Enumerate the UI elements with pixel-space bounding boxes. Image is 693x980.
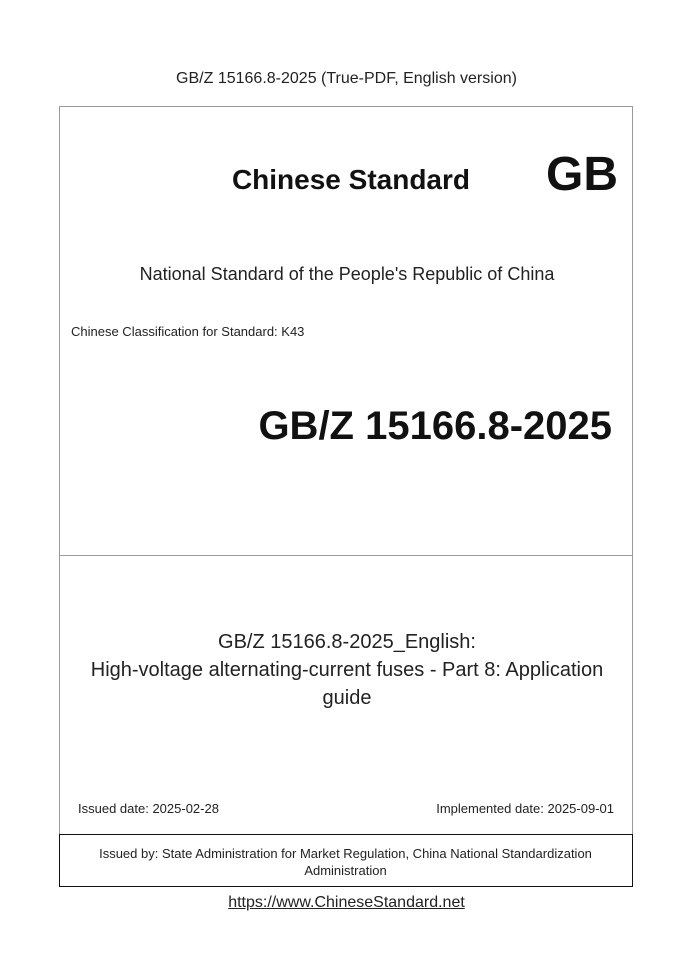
issuer-text bbox=[70, 845, 621, 879]
english-title-line-3: guide bbox=[322, 687, 372, 709]
page-header: GB/Z 15166.8-2025 (True-PDF, English version) bbox=[176, 70, 517, 87]
cover-middle-section bbox=[59, 555, 633, 835]
gb-mark: GB bbox=[546, 148, 618, 201]
issuer-line-1: Issued by: State Administration for Market Regulation, China National Standardization bbox=[99, 846, 592, 861]
website-link[interactable]: https://www.ChineseStandard.net bbox=[228, 894, 465, 911]
cover-top-section bbox=[59, 106, 633, 556]
standard-number: GB/Z 15166.8-2025 bbox=[258, 404, 612, 448]
national-standard-line: National Standard of the People's Republic of China bbox=[139, 264, 555, 284]
issuer-line-2: Administration bbox=[304, 863, 387, 878]
english-title-line-1: GB/Z 15166.8-2025_English: bbox=[218, 631, 476, 653]
issued-date: Issued date: 2025-02-28 bbox=[78, 801, 219, 816]
issuer-box bbox=[59, 834, 633, 887]
implemented-date: Implemented date: 2025-09-01 bbox=[436, 801, 614, 816]
english-title-line-2: High-voltage alternating-current fuses - Part 8: Application bbox=[90, 659, 604, 681]
classification-line: Chinese Classification for Standard: K43 bbox=[71, 324, 305, 339]
english-title bbox=[60, 628, 634, 712]
cover-title: Chinese Standard bbox=[231, 164, 470, 195]
